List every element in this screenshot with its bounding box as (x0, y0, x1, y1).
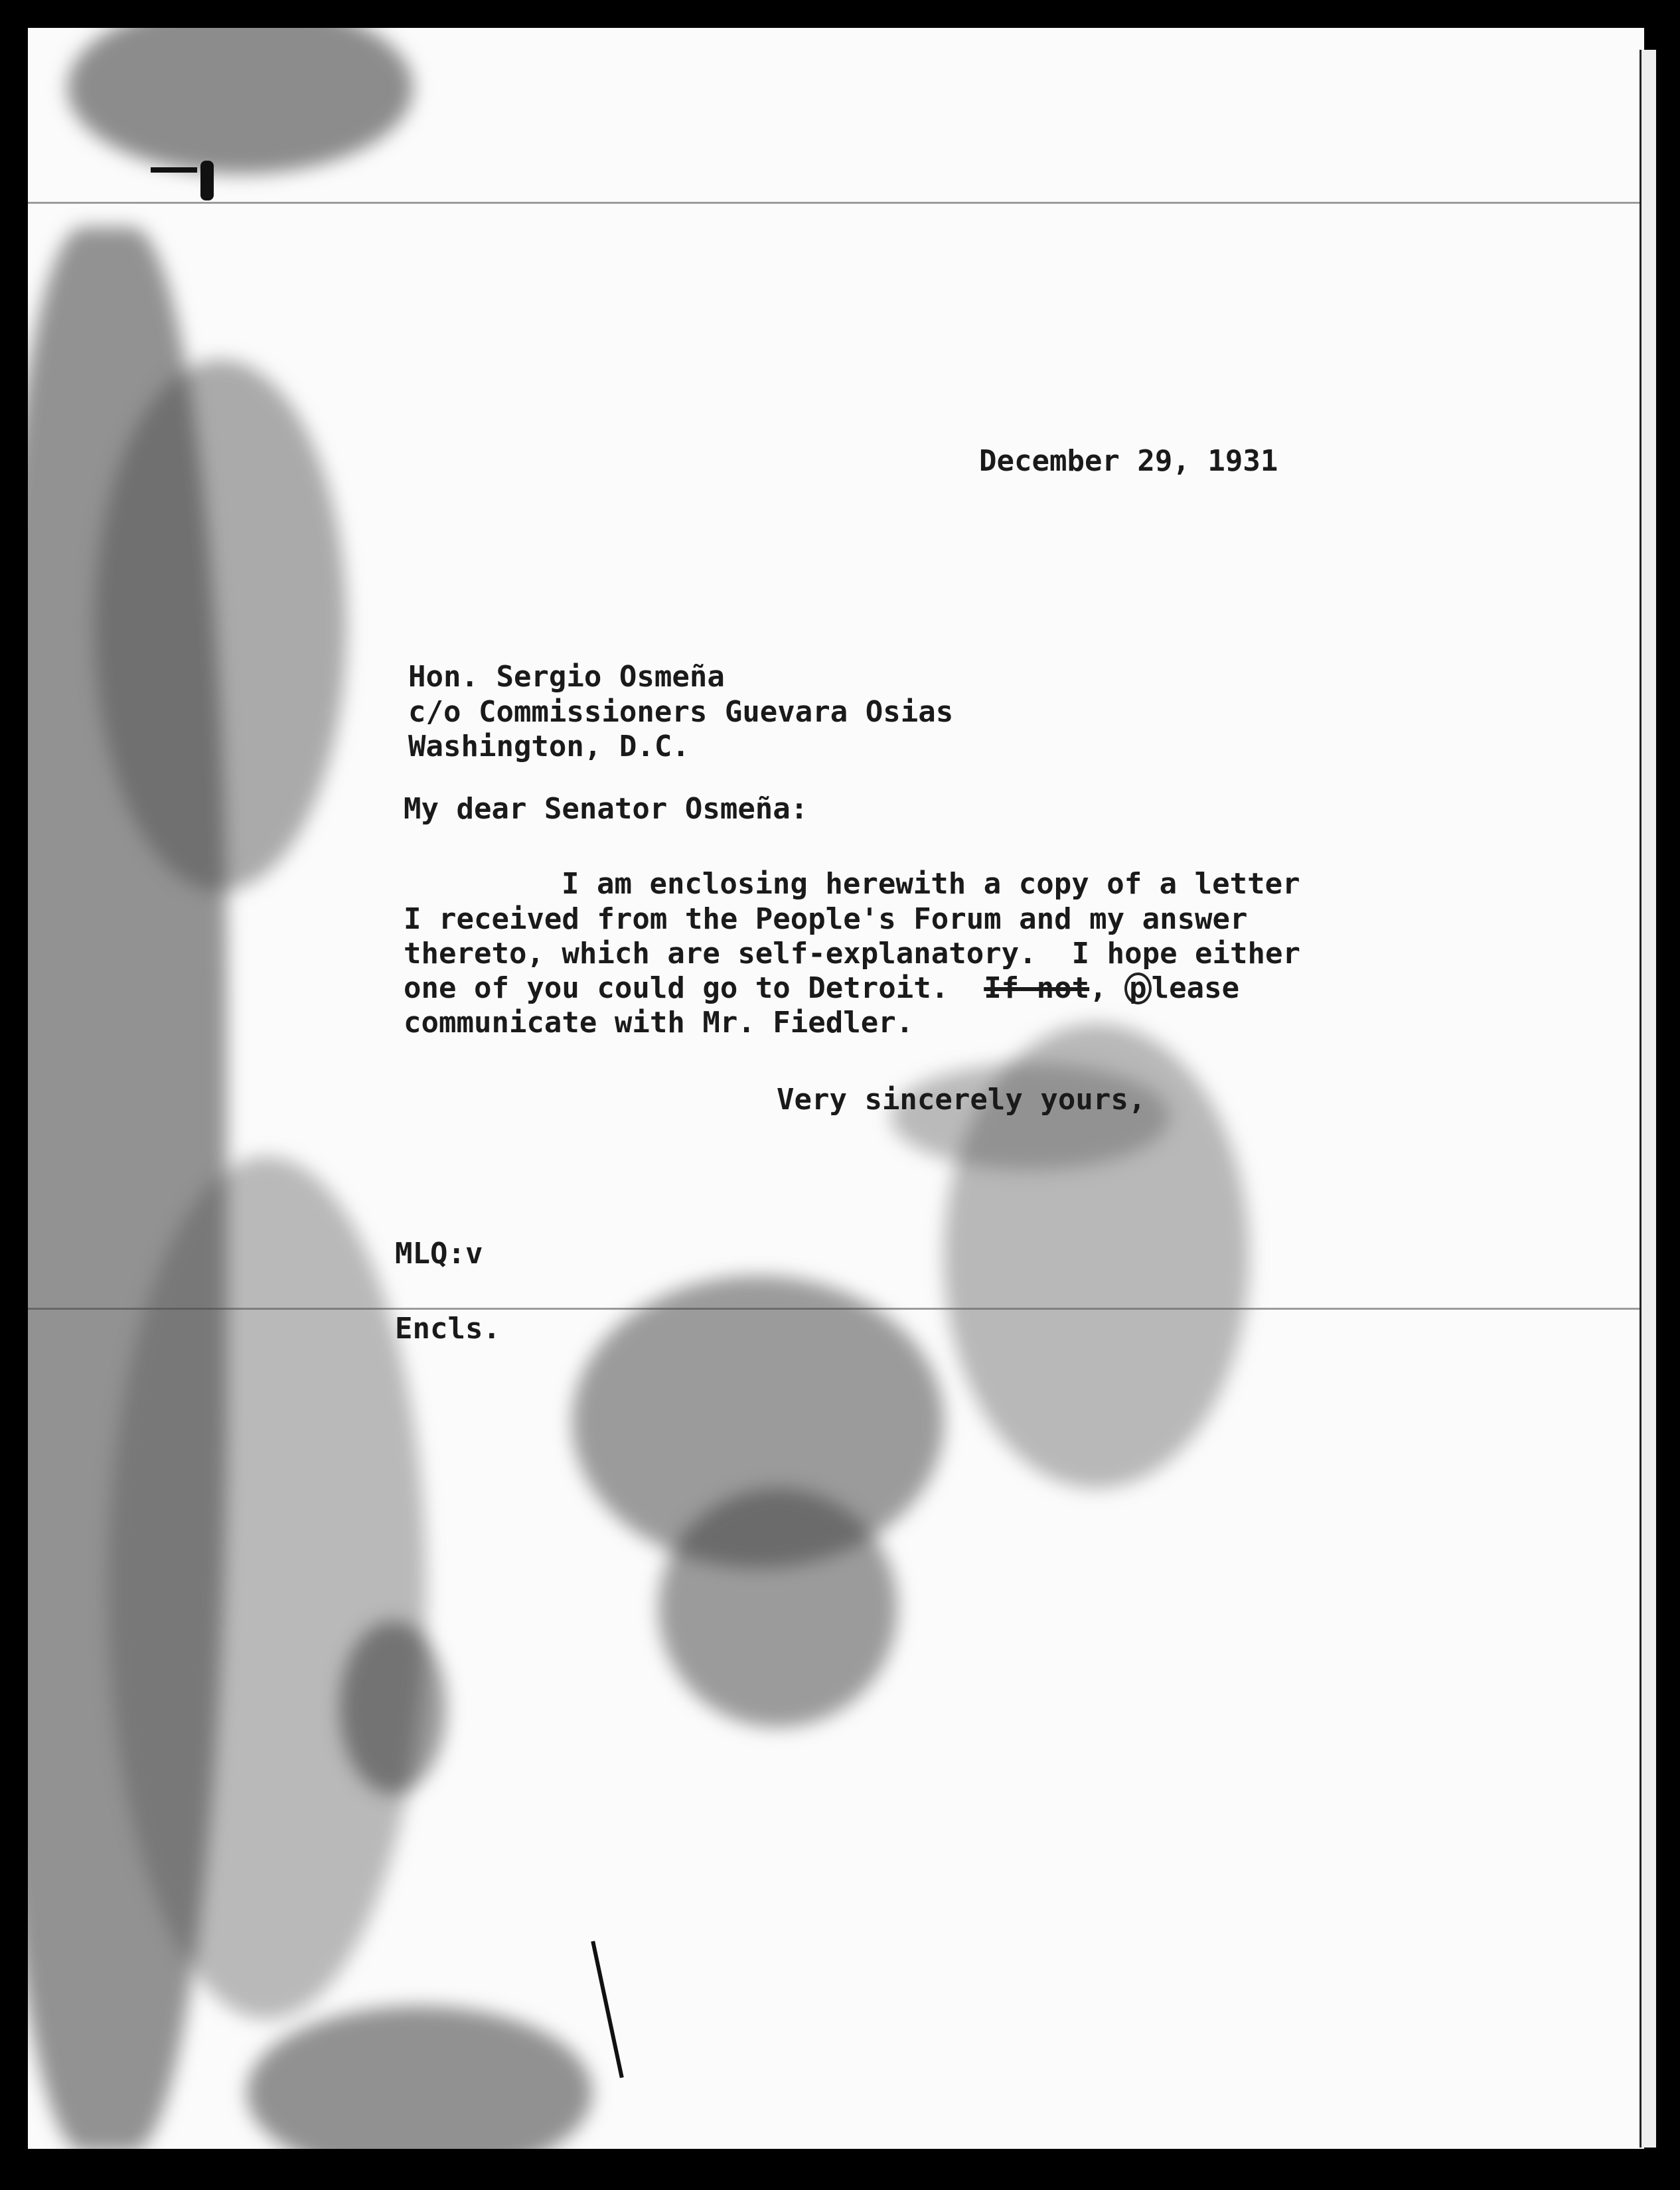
letter-date: December 29, 1931 (979, 444, 1278, 478)
closing: Very sincerely yours, (777, 1083, 1146, 1117)
address-line-1: Hon. Sergio Osmeña (408, 660, 725, 694)
stain-small-dark (340, 1621, 446, 1794)
crack-line (591, 1941, 624, 2078)
enclosure-notation: Encls. (395, 1312, 500, 1346)
stain-top-corner (68, 28, 413, 174)
stain-center-lower (658, 1488, 897, 1727)
stain-bottom-left (247, 2006, 592, 2149)
paper-edge (1640, 50, 1656, 2148)
body-line-2: I received from the People's Forum and my answer (404, 902, 1248, 936)
reference-initials: MLQ:v (395, 1237, 483, 1271)
salutation: My dear Senator Osmeña: (404, 792, 808, 826)
letter-sheet (28, 28, 1644, 2149)
ink-mark-top (200, 161, 214, 200)
ink-mark-top-dash (151, 167, 197, 173)
body-line-5: communicate with Mr. Fiedler. (404, 1006, 914, 1040)
address-line-3: Washington, D.C. (408, 730, 690, 763)
circled-correction: p (1124, 973, 1152, 1004)
body-line-1: I am enclosing herewith a copy of a letter (562, 867, 1300, 901)
address-line-2: c/o Commissioners Guevara Osias (408, 695, 954, 729)
fold-line-top (28, 202, 1644, 204)
struck-out-text: If not (984, 971, 1090, 1005)
body-line-3: thereto, which are self-explanatory. I hope either (404, 937, 1301, 971)
body-line-4-text: one of you could go to Detroit. (404, 971, 984, 1005)
stain-left-mid (94, 360, 346, 891)
body-line-4-comma: , (1089, 971, 1125, 1005)
stain-signature-area (891, 1063, 1170, 1170)
body-line-4 (404, 972, 1239, 1005)
body-line-4-end: lease (1151, 971, 1240, 1005)
stain-left-low (108, 1156, 426, 2019)
